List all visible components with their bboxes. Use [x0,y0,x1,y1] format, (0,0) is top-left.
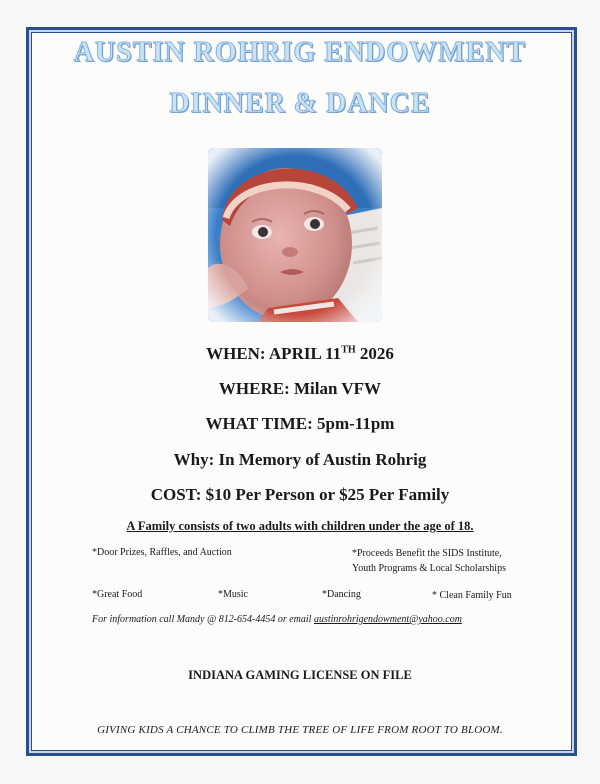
feature-fun: * Clean Family Fun [432,590,512,601]
event-location: WHERE: Milan VFW [218,379,382,398]
feature-music: *Music [218,589,248,600]
contact-info [92,614,462,625]
tagline: GIVING KIDS A CHANCE TO CLIMB THE TREE OF LIFE FROM ROOT TO BLOOM. [97,724,503,736]
feature-proceeds-line1: *Proceeds Benefit the SIDS Institute, [352,548,502,559]
baby-photo [208,148,382,322]
feature-prizes: *Door Prizes, Raffles, and Auction [92,547,232,558]
feature-proceeds-line2: Youth Programs & Local Scholarships [352,563,506,574]
when-label: WHEN: [206,344,266,363]
event-cost: COST: $10 Per Person or $25 Per Family [150,485,450,504]
contact-email-link[interactable]: austinrohrigendowment@yahoo.com [313,614,462,625]
when-year: 2026 [359,344,394,363]
contact-text: For information call Mandy @ 812-654-4454 or email [92,614,314,625]
family-definition: A Family consists of two adults with children under the age of 18. [126,519,474,533]
flyer-subtitle: DINNER & DANCE [169,88,431,119]
when-value: APRIL 11 [268,344,342,363]
feature-dancing: *Dancing [322,589,361,600]
feature-food: *Great Food [92,589,143,600]
when-suffix: TH [341,344,356,356]
event-time: WHAT TIME: 5pm-11pm [205,414,395,433]
event-purpose: Why: In Memory of Austin Rohrig [173,450,427,469]
baby-portrait-image [208,148,382,322]
gaming-license-notice: INDIANA GAMING LICENSE ON FILE [188,668,412,682]
event-date [0,344,600,364]
flyer-title: AUSTIN ROHRIG ENDOWMENT [73,37,527,68]
